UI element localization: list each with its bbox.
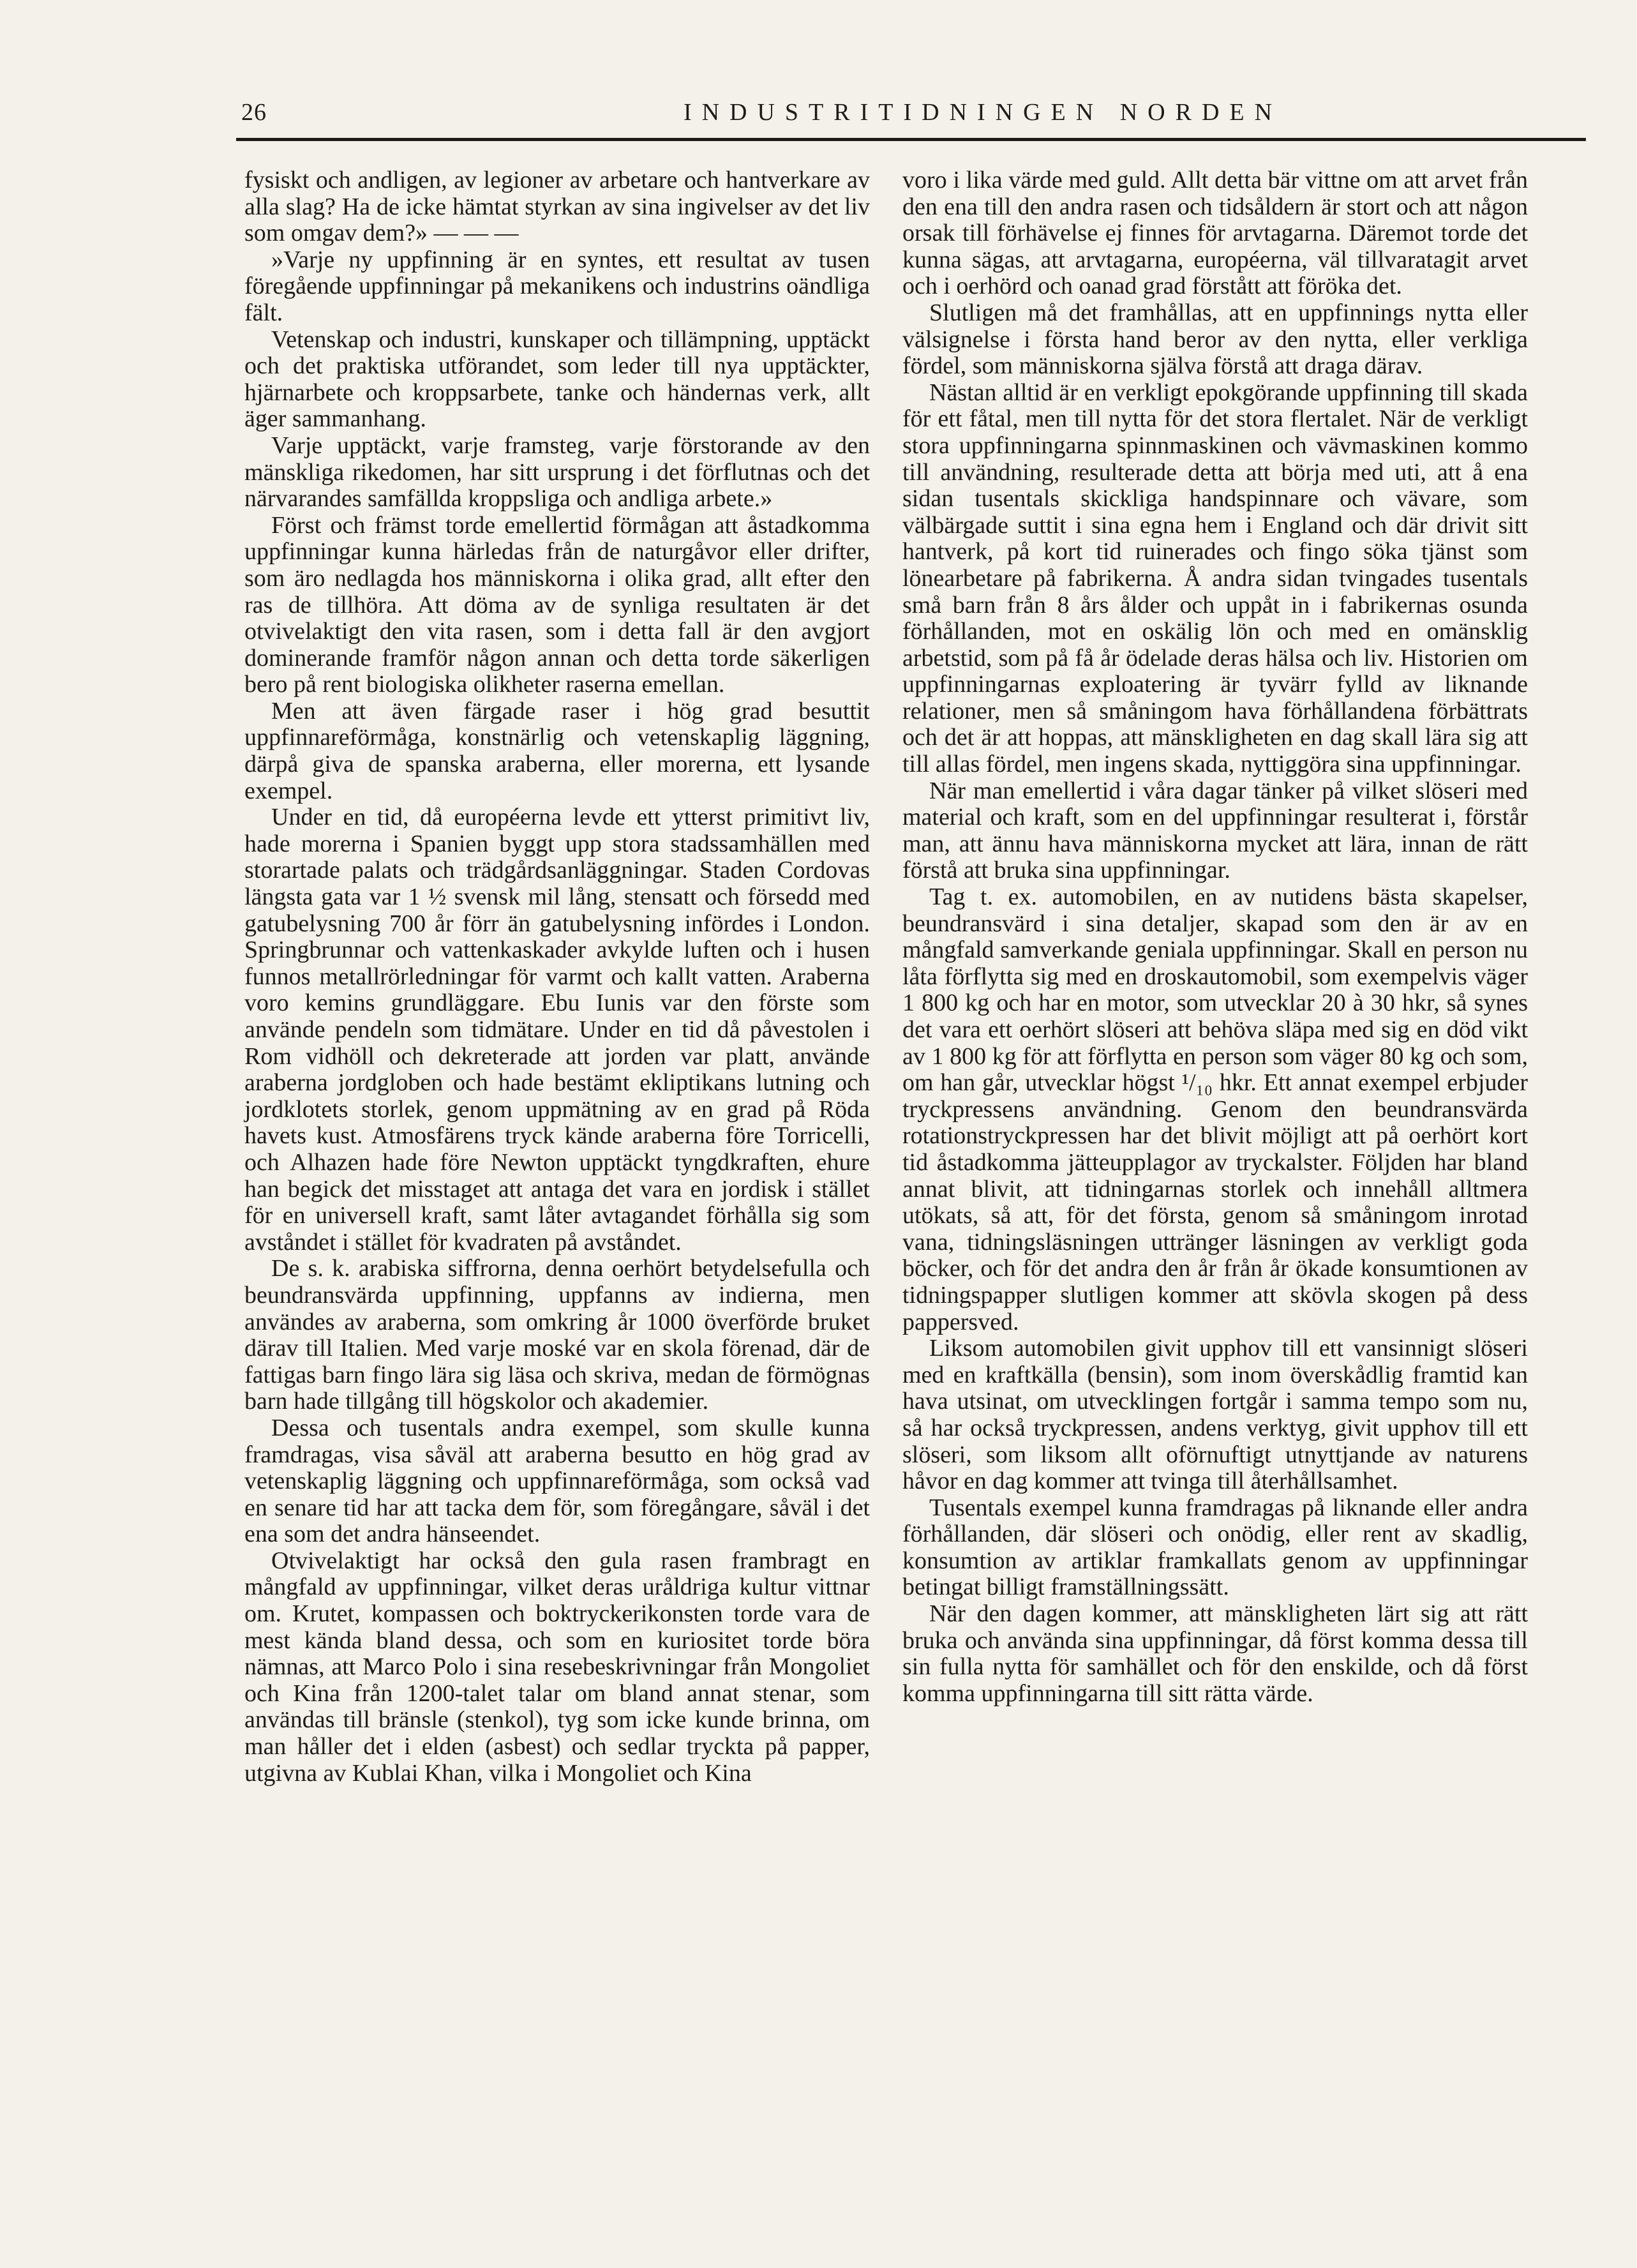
paragraph: När man emellertid i våra dagar tänker på vilket slöseri med material och kraft, som en del uppfinningar resulterat i, förstår man, att ännu hava människorna mycket att lära, innan de rätt förstå att bruka sina uppfinningar. xyxy=(902,777,1528,884)
paragraph: fysiskt och andligen, av legioner av arbetare och hantverkare av alla slag? Ha de icke hämtat styrkan av sina ingivelser av det liv som omgav dem?» — — — xyxy=(244,167,870,247)
paragraph: Tusentals exempel kunna framdragas på liknande eller andra förhållanden, där slöseri och onödig, eller rent av skadlig, konsumtion av artiklar framkallats genom av uppfinningar betingat billigt framställningssätt. xyxy=(902,1494,1528,1601)
page-header xyxy=(236,96,1586,134)
header-rule xyxy=(236,138,1586,141)
paragraph: Varje upptäckt, varje framsteg, varje förstorande av den mänskliga rikedomen, har sitt ursprung i det förflutnas och det närvarandes samfällda kroppsliga och andliga arbete.» xyxy=(244,432,870,513)
paragraph: Tag t. ex. automobilen, en av nutidens bästa skapelser, beundransvärd i sina detaljer, skapad som den är av en mångfald samverkande geniala uppfinningar. Skall en person nu låta förflytta sig med en droskautomobil, som exempelvis väger 1 800 kg och har en motor, som utvecklar 20 à 30 hkr, så synes det vara ett oerhört slöseri att behöva släpa med sig en död vikt av 1 800 kg för att förflytta en person som väger 80 kg och som, om han går, utvecklar högst ¹/₁₀ hkr. Ett annat exempel erbjuder tryckpressens användning. Genom den beundransvärda rotationstryckpressen har det blivit möjligt att på oerhört kort tid åstadkomma jätteupplagor av tryckalster. Följden har bland annat blivit, att tidningarnas storlek och innehåll alltmera utökats, så att, för det första, genom så småningom inrotad vana, tidningsläsningen uttränger läsningen av verkligt goda böcker, och för det andra den år från år ökade konsumtionen av tidningspapper slutligen kommer att skövla skogen på dess pappersved. xyxy=(902,883,1528,1335)
paragraph: Men att även färgade raser i hög grad besuttit uppfinnareförmåga, konstnärlig och vetenskaplig läggning, därpå giva de spanska araberna, eller morerna, ett lysande exempel. xyxy=(244,697,870,804)
paragraph: Vetenskap och industri, kunskaper och tillämpning, upptäckt och det praktiska utförandet, som leder till nya upptäckter, hjärnarbete och kroppsarbete, tanke och händernas verk, allt äger sammanhang. xyxy=(244,326,870,433)
paragraph: De s. k. arabiska siffrorna, denna oerhört betydelsefulla och beundransvärda uppfinning, uppfanns av indierna, men användes av araberna, som omkring år 1000 överförde bruket därav till Italien. Med varje moské var en skola förenad, där de fattigas barn fingo lära sig läsa och skriva, medan de förmögnas barn hade tillgång till högskolor och akademier. xyxy=(244,1255,870,1415)
paragraph: När den dagen kommer, att mänskligheten lärt sig att rätt bruka och använda sina uppfinningar, då först komma dessa till sin fulla nytta för samhället och för den enskilde, och då först komma uppfinningarna till sitt rätta värde. xyxy=(902,1600,1528,1707)
paragraph: Liksom automobilen givit upphov till ett vansinnigt slöseri med en kraftkälla (bensin), som inom överskådlig framtid kan hava utsinat, om utvecklingen fortgår i samma tempo som nu, så har också tryckpressen, andens verktyg, givit upphov till ett slöseri, som liksom allt oförnuftigt utnyttjande av naturens håvor en dag kommer att tvinga till återhållsamhet. xyxy=(902,1335,1528,1495)
paragraph: Otvivelaktigt har också den gula rasen frambragt en mångfald av uppfinningar, vilket deras uråldriga kultur vittnar om. Krutet, kompassen och boktryckerikonsten torde vara de mest kända bland dessa, och som en kuriositet torde böra nämnas, att Marco Polo i sina resebeskrivningar från Mongoliet och Kina från 1200-talet talar om bland annat stenar, som användas till bränsle (stenkol), tyg som icke kunde brinna, om man håller det i elden (asbest) och sedlar tryckta på papper, utgivna av Kublai Khan, vilka i Mongoliet och Kina xyxy=(244,1547,870,1787)
paragraph: Nästan alltid är en verkligt epokgörande uppfinning till skada för ett fåtal, men till nytta för det stora flertalet. När de verkligt stora uppfinningarna spinnmaskinen och vävmaskinen kommo till användning, resulterade detta att börja med uti, att å ena sidan tusentals skickliga handspinnare och vävare, som välbärgade suttit i sina egna hem i England och där drivit sitt hantverk, på kort tid ruinerades och fingo söka tjänst som lönearbetare på fabrikerna. Å andra sidan tvingades tusentals små barn från 8 års ålder och uppåt in i fabrikernas osunda förhållanden, mot en oskälig lön och med en omänsklig arbetstid, som på få år ödelade deras hälsa och liv. Historien om uppfinningarnas exploatering är tyvärr fylld av liknande relationer, men så småningom hava förhållandena förbättrats och det är att hoppas, att mänskligheten en dag skall lära sig att till allas fördel, men ingens skada, nyttiggöra sina uppfinningar. xyxy=(902,379,1528,778)
paragraph: »Varje ny uppfinning är en syntes, ett resultat av tusen föregående uppfinningar på mekanikens och industrins oändliga fält. xyxy=(244,246,870,326)
paragraph: Dessa och tusentals andra exempel, som skulle kunna framdragas, visa såväl att araberna besutto en hög grad av vetenskaplig läggning och uppfinnareförmåga, som också vad en senare tid har att tacka dem för, som föregångare, såväl i det ena som det andra hänseendet. xyxy=(244,1414,870,1548)
right-column xyxy=(902,167,1528,1707)
page-number: 26 xyxy=(241,99,267,126)
paragraph: voro i lika värde med guld. Allt detta bär vittne om att arvet från den ena till den andra rasen och tidsåldern är stort och att någon orsak till förhävelse ej finnes för arvtagarna. Däremot torde det kunna sägas, att arvtagarna, européerna, väl tillvaratagit arvet och i oerhörd och oanad grad förstått att föröka det. xyxy=(902,167,1528,300)
paragraph: Under en tid, då européerna levde ett ytterst primitivt liv, hade morerna i Spanien byggt upp stora stadssamhällen med storartade palats och trädgårdsanläggningar. Staden Cordovas längsta gata var 1 ½ svensk mil lång, stensatt och försedd med gatubelysning 700 år förr än gatubelysning infördes i London. Springbrunnar och vattenkaskader avkylde luften och i husen funnos metallrörledningar för varmt och kallt vatten. Araberna voro kemins grundläggare. Ebu Iunis var den förste som använde pendeln som tidmätare. Under en tid då påvestolen i Rom vidhöll och dekreterade att jorden var platt, använde araberna jordgloben och hade bestämt ekliptikans lutning och jordklotets storlek, genom uppmätning av en grad på Röda havets kust. Atmosfärens tryck kände araberna före Torricelli, och Alhazen hade före Newton upptäckt tyngdkraften, ehure han begick det misstaget att antaga det vara en jordisk i stället för en universell kraft, samt låter avtagandet förhålla sig som avståndet i stället för kvadraten på avståndet. xyxy=(244,804,870,1256)
paragraph: Slutligen må det framhållas, att en uppfinnings nytta eller välsignelse i första hand beror av den nytta, eller verkliga fördel, som människorna själva förstå att draga därav. xyxy=(902,299,1528,380)
running-title: INDUSTRITIDNINGEN NORDEN xyxy=(683,99,1283,126)
left-column xyxy=(244,167,870,1787)
paragraph: Först och främst torde emellertid förmågan att åstadkomma uppfinningar kunna härledas från de naturgåvor eller drifter, som äro nedlagda hos människorna i olika grad, allt efter den ras de tillhöra. Att döma av de synliga resultaten är det otvivelaktigt den vita rasen, som i detta fall är den avgjort dominerande framför någon annan och detta torde säkerligen bero på rent biologiska olikheter raserna emellan. xyxy=(244,511,870,698)
